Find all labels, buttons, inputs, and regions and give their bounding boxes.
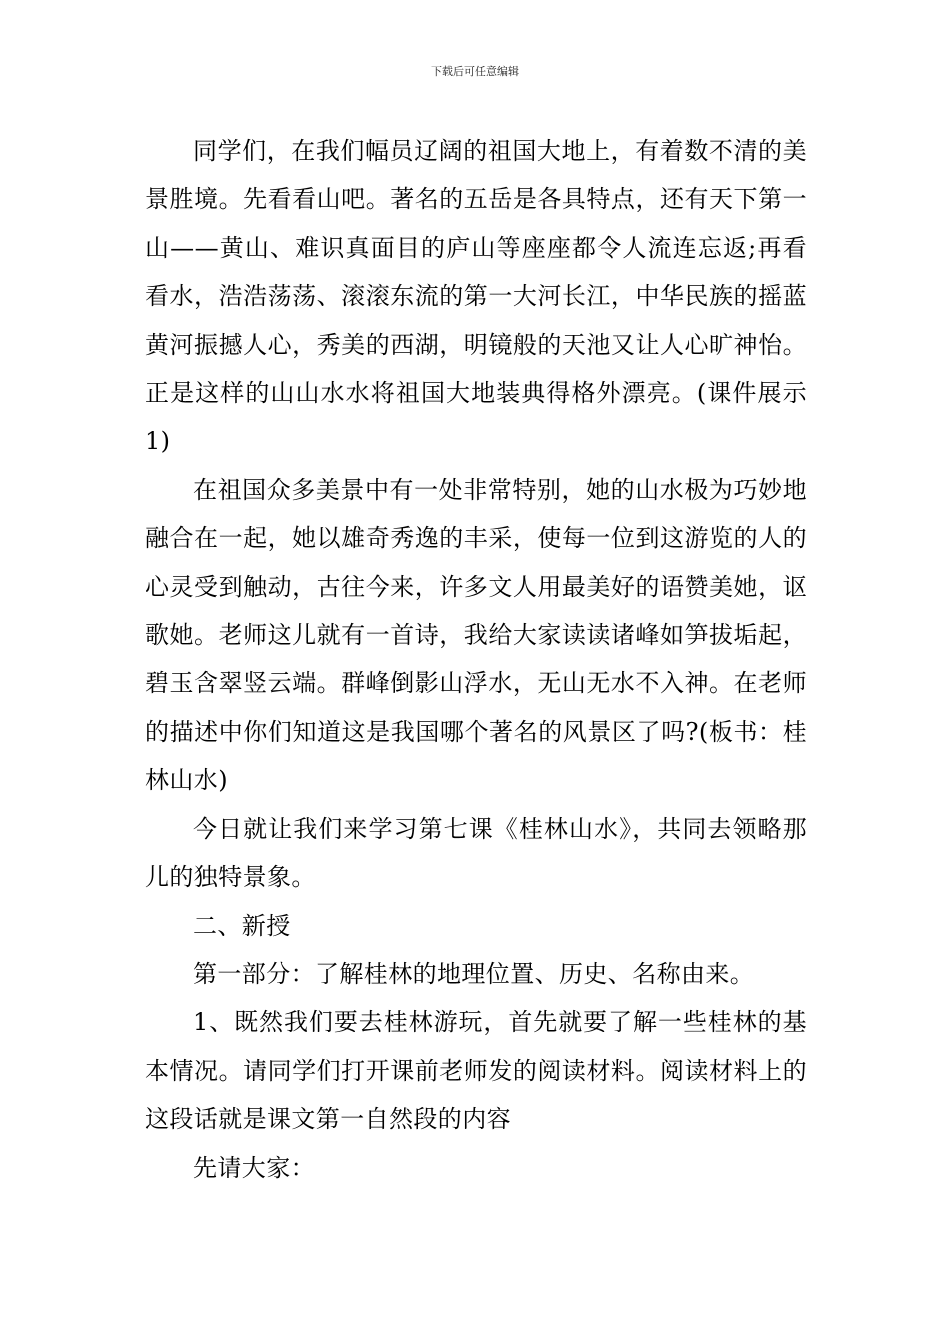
paragraph-intro-scenery: 同学们，在我们幅员辽阔的祖国大地上，有着数不清的美景胜境。先看看山吧。著名的五岳是各具特点，还有天下第一山——黄山、难识真面目的庐山等座座都令人流连忘返;再看看水，浩浩荡荡、滚滚东流的第一大河长江，中华民族的摇蓝黄河振撼人心，秀美的西湖，明镜般的天池又让人心旷神怡。正是这样的山山水水将祖国大地装典得格外漂亮。(课件展示1) [145, 137, 807, 456]
page-header: 下载后可任意编辑 [431, 65, 519, 78]
paragraph-lesson-seven: 今日就让我们来学习第七课《桂林山水》，共同去领略那儿的独特景象。 [145, 814, 807, 892]
paragraph-guilin-poem: 在祖国众多美景中有一处非常特别，她的山水极为巧妙地融合在一起，她以雄奇秀逸的丰采，使每一位到这游览的人的心灵受到触动，古往今来，许多文人用最美好的语赞美她，讴歌她。老师这儿就有一首诗，我给大家读读诸峰如笋拔垢起，碧玉含翠竖云端。群峰倒影山浮水，无山无水不入神。在老师的描述中你们知道这是我国哪个著名的风景区了吗?(板书：桂林山水) [145, 475, 807, 795]
paragraph-first-ask: 先请大家： [193, 1153, 315, 1182]
paragraph-step-one: 1、既然我们要去桂林游玩，首先就要了解一些桂林的基本情况。请同学们打开课前老师发的阅读材料。阅读材料上的这段话就是课文第一自然段的内容 [145, 1008, 807, 1134]
part-one-heading: 第一部分：了解桂林的地理位置、历史、名称由来。 [193, 959, 755, 988]
document-body [145, 127, 807, 1192]
section-heading-new-lesson: 二、新授 [193, 911, 291, 940]
